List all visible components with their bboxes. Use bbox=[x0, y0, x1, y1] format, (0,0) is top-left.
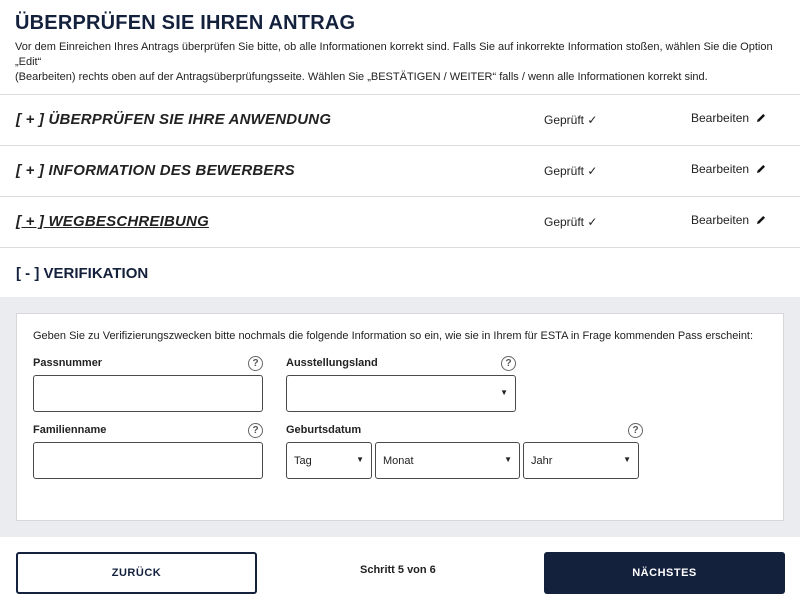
surname-label: Familienname bbox=[33, 424, 107, 436]
pencil-icon[interactable] bbox=[755, 163, 767, 175]
help-icon[interactable]: ? bbox=[501, 356, 516, 371]
birth-year-select[interactable] bbox=[523, 442, 639, 479]
edit-label[interactable]: Bearbeiten bbox=[691, 162, 750, 176]
help-icon[interactable]: ? bbox=[248, 356, 263, 371]
chevron-down-icon: ▼ bbox=[356, 455, 364, 464]
page-header bbox=[0, 0, 800, 94]
passport-number-input[interactable] bbox=[33, 375, 263, 412]
page-intro bbox=[15, 40, 790, 85]
verification-panel bbox=[0, 297, 800, 537]
intro-line-2: (Bearbeiten) rechts oben auf der Antragsüberprüfungsseite. Wählen Sie „BESTÄTIGEN / WEITER“ falls / wenn alle Informationen korrekt sind. bbox=[15, 71, 708, 83]
verification-intro: Geben Sie zu Verifizierungszwecken bitte nochmals die folgende Information so ein, wie sie in Ihrem für ESTA in Frage kommenden Pass erscheint: bbox=[33, 330, 754, 342]
status-badge: Geprüft ✓ bbox=[544, 215, 598, 229]
selected-value: Tag bbox=[294, 455, 312, 467]
intro-line-1: Vor dem Einreichen Ihres Antrags überprüfen Sie bitte, ob alle Informationen korrekt sind. Falls Sie auf inkorrekte Information stoßen, wählen Sie die Option „Edit“ bbox=[15, 41, 773, 68]
status-badge: Geprüft ✓ bbox=[544, 113, 598, 127]
back-button[interactable]: ZURÜCK bbox=[16, 552, 257, 594]
page-title: ÜBERPRÜFEN SIE IHREN ANTRAG bbox=[15, 12, 356, 34]
date-of-birth-label: Geburtsdatum bbox=[286, 424, 362, 436]
next-button[interactable]: NÄCHSTES bbox=[544, 552, 785, 594]
chevron-down-icon: ▼ bbox=[500, 388, 508, 397]
surname-input[interactable] bbox=[33, 442, 263, 479]
help-icon[interactable]: ? bbox=[248, 423, 263, 438]
status-badge: Geprüft ✓ bbox=[544, 164, 598, 178]
passport-number-label: Passnummer bbox=[33, 357, 103, 369]
section-applicant-information[interactable] bbox=[0, 145, 800, 196]
selected-value: Monat bbox=[383, 455, 414, 467]
pencil-icon[interactable] bbox=[755, 214, 767, 226]
birth-day-select[interactable] bbox=[286, 442, 372, 479]
section-verification[interactable] bbox=[0, 247, 800, 297]
selected-value: Jahr bbox=[531, 455, 553, 467]
birth-month-select[interactable] bbox=[375, 442, 520, 479]
section-title[interactable]: [ + ] INFORMATION DES BEWERBERS bbox=[16, 162, 295, 179]
section-title[interactable]: [ + ] ÜBERPRÜFEN SIE IHRE ANWENDUNG bbox=[16, 111, 332, 128]
issuing-country-select[interactable] bbox=[286, 375, 516, 412]
edit-label[interactable]: Bearbeiten bbox=[691, 111, 750, 125]
section-travel-information[interactable] bbox=[0, 196, 800, 247]
verification-title[interactable]: [ - ] VERIFIKATION bbox=[16, 265, 149, 282]
verification-card bbox=[16, 313, 784, 521]
issuing-country-label: Ausstellungsland bbox=[286, 357, 378, 369]
edit-button[interactable] bbox=[691, 111, 767, 125]
chevron-down-icon: ▼ bbox=[623, 455, 631, 464]
section-title[interactable]: [ + ] WEGBESCHREIBUNG bbox=[16, 213, 209, 230]
section-review-application[interactable] bbox=[0, 94, 800, 145]
chevron-down-icon: ▼ bbox=[504, 455, 512, 464]
pencil-icon[interactable] bbox=[755, 112, 767, 124]
help-icon[interactable]: ? bbox=[628, 423, 643, 438]
edit-button[interactable] bbox=[691, 162, 767, 176]
edit-button[interactable] bbox=[691, 213, 767, 227]
step-indicator: Schritt 5 von 6 bbox=[360, 564, 436, 576]
edit-label[interactable]: Bearbeiten bbox=[691, 213, 750, 227]
footer bbox=[0, 537, 800, 602]
